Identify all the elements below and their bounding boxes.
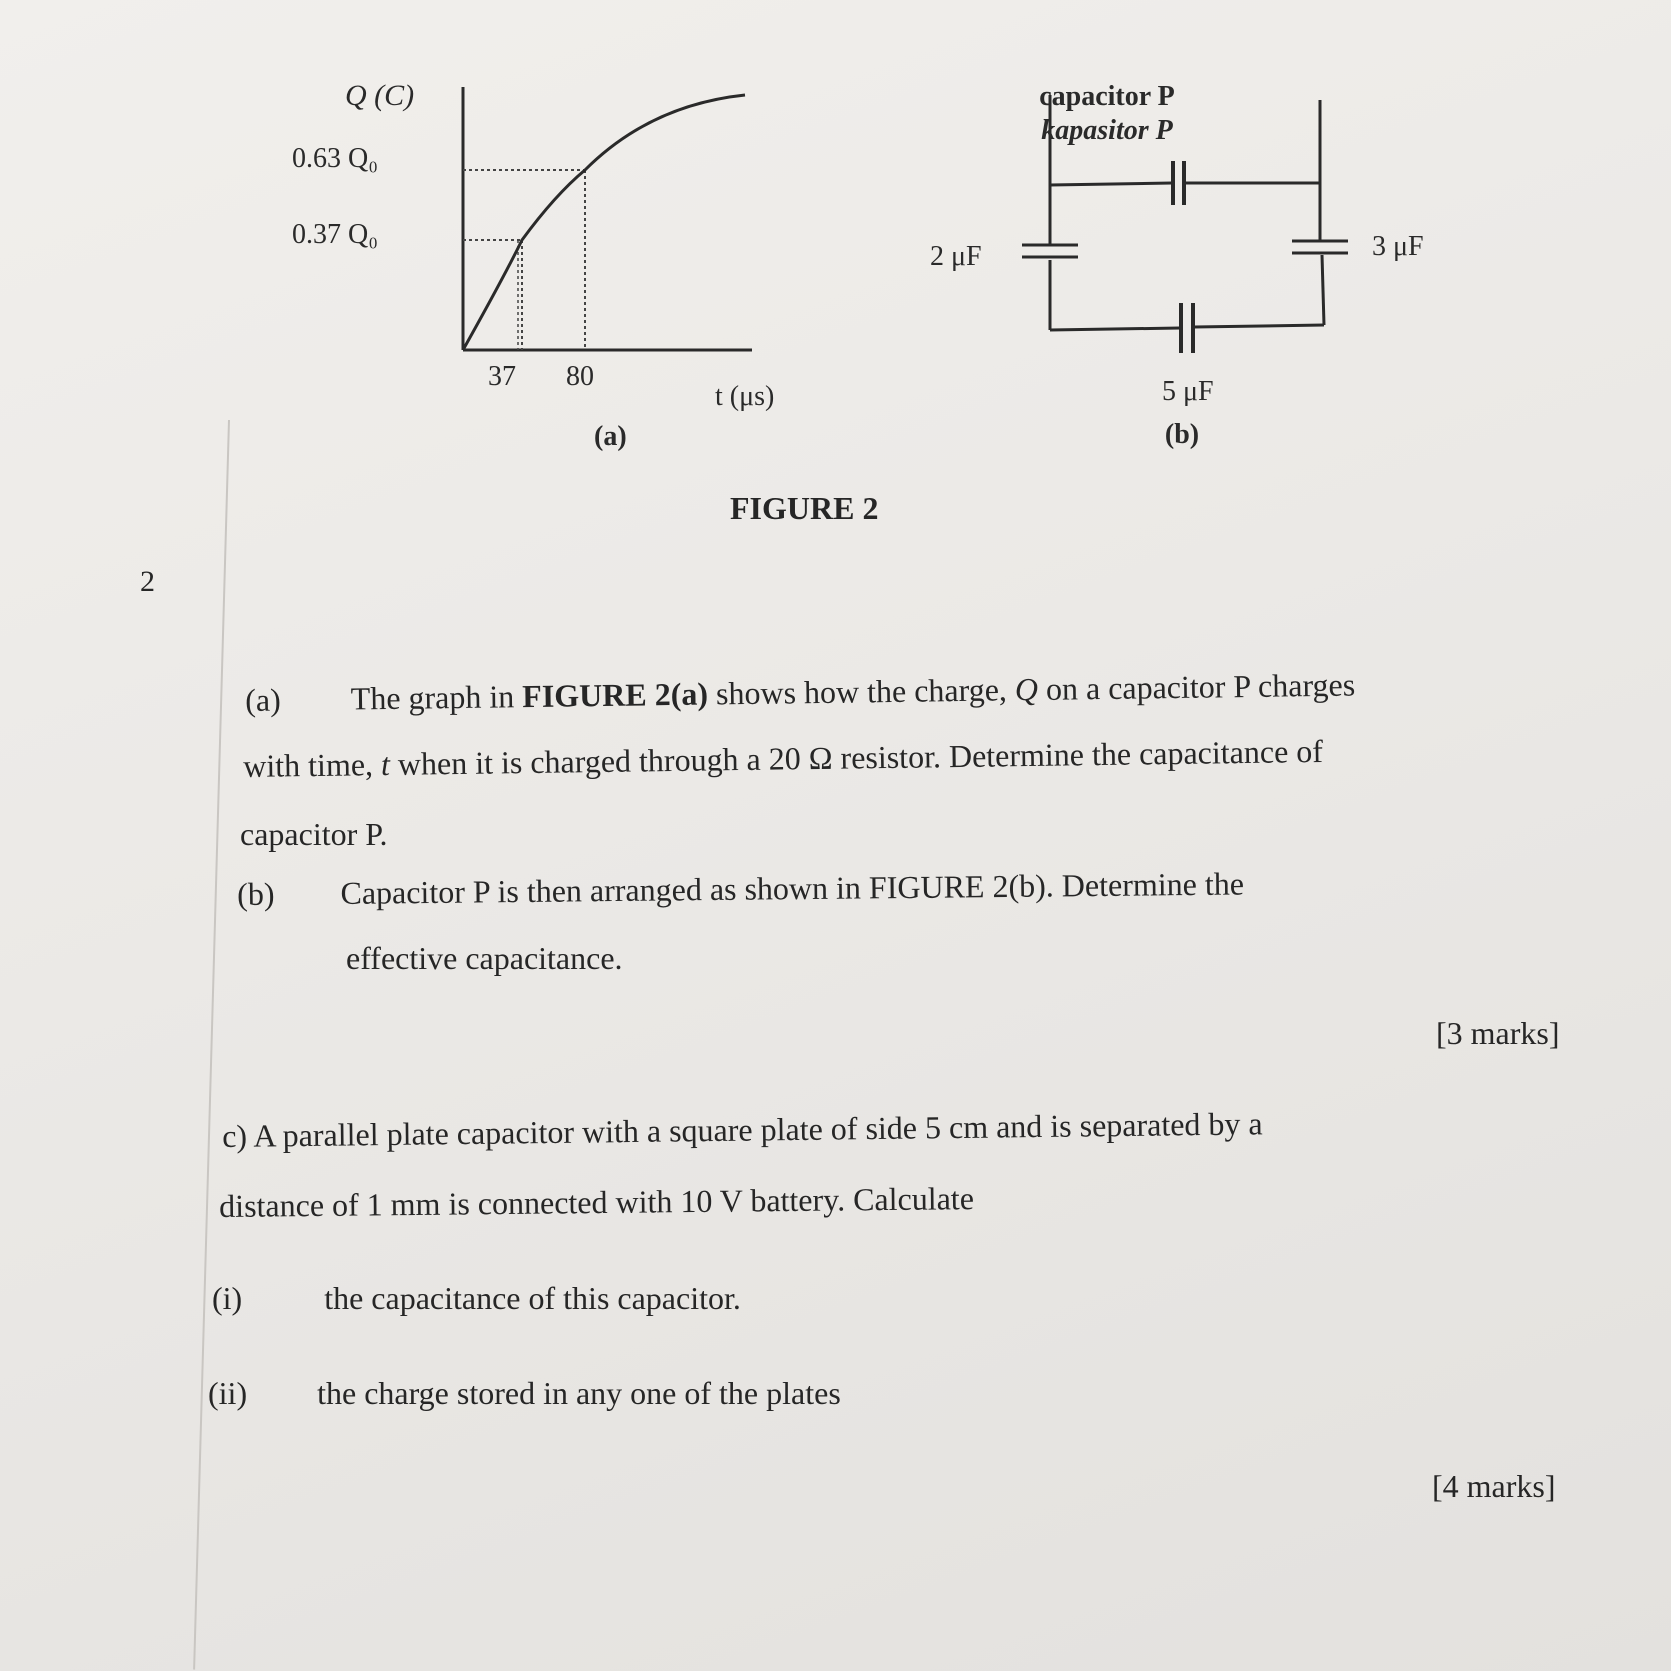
part-a-text-2: shows how the charge, (715, 671, 1008, 712)
graph-x-tick-37: 37 (488, 361, 516, 392)
right-wire-bottom (1322, 255, 1324, 325)
label-capacitor-p: capacitor P (1039, 81, 1175, 112)
part-b-text-1: Capacitor P is then arranged as shown in FIGURE 2(b). Determine the (340, 865, 1245, 911)
graph-y-tick-low: 0.37 Q₀ (292, 219, 378, 250)
part-a-text-3: on a capacitor P charges (1045, 666, 1356, 707)
label-5uf: 5 μF (1162, 376, 1214, 407)
graph-y-tick-high: 0.63 Q₀ (292, 143, 378, 174)
part-c-item-i-label: (i) (212, 1280, 243, 1316)
part-a-text-1: The graph in (350, 678, 515, 717)
part-a-line-2 (243, 733, 1323, 785)
part-b-line-1 (237, 865, 1244, 913)
graph-x-label: t (μs) (715, 381, 775, 412)
graph-y-label: Q (C) (345, 79, 415, 112)
capacitor-circuit (920, 75, 1460, 455)
question-number: 2 (140, 565, 155, 598)
part-a-text-4: with time, (243, 746, 374, 784)
label-kapasitor-p: kapasitor P (1041, 115, 1173, 146)
marks-4: [4 marks] (1432, 1468, 1556, 1504)
margin-line (193, 420, 230, 1670)
part-c-line-2: distance of 1 mm is connected with 10 V battery. Calculate (219, 1180, 975, 1224)
part-b-line-2: effective capacitance. (346, 940, 623, 976)
part-a-var-t: t (380, 745, 391, 783)
marks-3: [3 marks] (1436, 1015, 1560, 1051)
part-c-item-i-text: the capacitance of this capacitor. (324, 1280, 741, 1316)
part-a-label: (a) (245, 681, 282, 718)
graph-sublabel: (a) (594, 421, 627, 452)
bottom-wire-left (1050, 328, 1180, 330)
charging-curve (463, 95, 745, 350)
label-3uf: 3 μF (1372, 231, 1424, 262)
part-a-line-1 (245, 667, 1355, 719)
label-2uf: 2 μF (930, 241, 982, 272)
circuit-sublabel: (b) (1164, 419, 1200, 450)
part-c-line-1: c) A parallel plate capacitor with a square plate of side 5 cm and is separated by a (222, 1105, 1263, 1154)
figure-caption: FIGURE 2 (730, 490, 879, 526)
part-c-item-i (212, 1280, 741, 1317)
part-b-label: (b) (237, 875, 275, 912)
part-c-item-ii-label: (ii) (208, 1375, 248, 1411)
part-a-figure-ref: FIGURE 2(a) (521, 675, 709, 715)
graph-x-tick-80: 80 (566, 361, 594, 392)
part-c-item-ii-text: the charge stored in any one of the plates (317, 1375, 841, 1411)
part-c-item-ii (208, 1375, 841, 1412)
top-wire-left (1050, 183, 1172, 185)
part-a-var-q: Q (1014, 670, 1039, 708)
bottom-wire-right (1194, 325, 1324, 327)
part-a-text-5: when it is charged through a 20 Ω resistor. Determine the capacitance of (397, 732, 1324, 782)
charge-time-graph (290, 75, 790, 455)
part-a-line-3: capacitor P. (240, 816, 388, 852)
